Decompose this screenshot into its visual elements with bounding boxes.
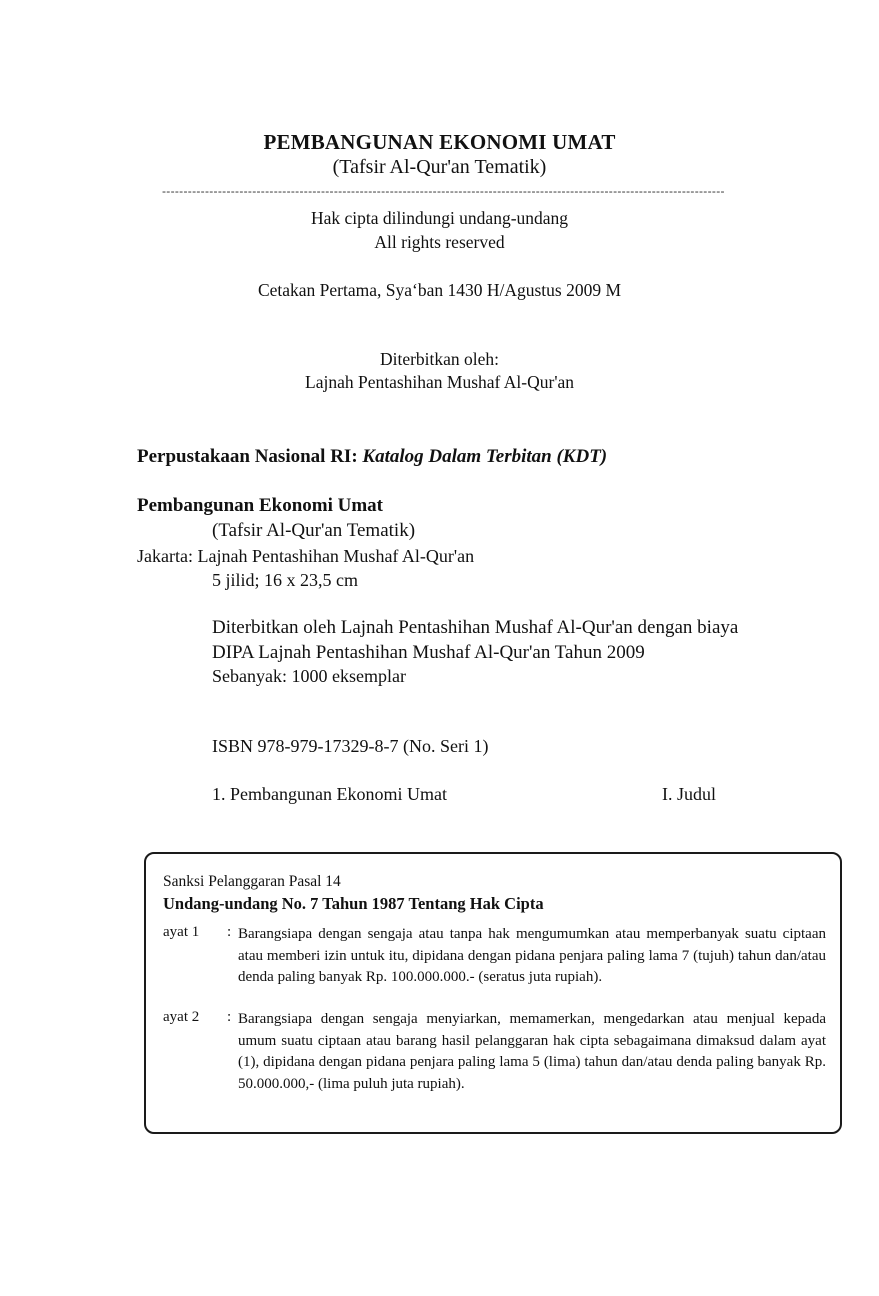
kdt-heading-italic: Katalog Dalam Terbitan (KDT) [362, 446, 608, 467]
sanksi-law-title: Undang-undang No. 7 Tahun 1987 Tentang Hak Cipta [163, 894, 544, 913]
catalog-book-subtitle: (Tafsir Al-Qur'an Tematik) [212, 520, 416, 541]
catalog-note-line-2: DIPA Lajnah Pentashihan Mushaf Al-Qur'an Tahun 2009 [212, 642, 645, 663]
kdt-heading [137, 446, 607, 468]
rights-line-1: Hak cipta dilindungi undang-undang [310, 208, 569, 228]
book-subtitle-heading: (Tafsir Al-Qur'an Tematik) [332, 156, 547, 178]
publisher-label: Diterbitkan oleh: [379, 349, 500, 369]
catalog-physical-description: 5 jilid; 16 x 23,5 cm [212, 570, 358, 590]
book-title-heading: PEMBANGUNAN EKONOMI UMAT [263, 130, 616, 154]
ayat-2-colon: : [227, 1009, 232, 1025]
catalog-subject-entry: 1. Pembangunan Ekonomi Umat [212, 784, 447, 804]
ayat-1-text: Barangsiapa dengan sengaja atau tanpa hak mengumumkan atau memperbanyak suatu ciptaan atau memberi izin untuk itu, dipidana dengan pidana penjara paling lama 7 (tujuh) tahun dan/atau denda paling banyak Rp. 100.000.000.- (seratus juta rupiah). [238, 926, 826, 985]
sanksi-label: Sanksi Pelanggaran Pasal 14 [163, 873, 341, 890]
edition-line: Cetakan Pertama, Sya‘ban 1430 H/Agustus 2009 M [257, 280, 622, 300]
ayat-1-label: ayat 1 [163, 924, 200, 940]
ayat-2-label: ayat 2 [163, 1009, 200, 1025]
catalog-isbn: ISBN 978-979-17329-8-7 (No. Seri 1) [212, 736, 489, 756]
catalog-title-entry: I. Judul [662, 784, 716, 804]
catalog-place-publisher: Jakarta: Lajnah Pentashihan Mushaf Al-Qur'an [137, 546, 475, 566]
publisher-name: Lajnah Pentashihan Mushaf Al-Qur'an [305, 372, 574, 392]
dashed-separator: ----------------------------------------------------------------------------------------------------------------------------------- [162, 184, 725, 198]
catalog-copies: Sebanyak: 1000 eksemplar [212, 666, 406, 686]
ayat-2-text: Barangsiapa dengan sengaja menyiarkan, memamerkan, mengedarkan atau menjual kepada umum suatu ciptaan atau barang hasil pelanggaran hak cipta sebagaimana dimaksud dalam ayat (1), dipidana dengan pidana penjara paling lama 5 (lima) tahun dan/atau denda paling banyak Rp. 50.000.000,- (lima puluh juta rupiah). [238, 1011, 826, 1092]
catalog-note-line-1: Diterbitkan oleh Lajnah Pentashihan Mushaf Al-Qur'an dengan biaya [212, 617, 739, 638]
kdt-heading-plain: Perpustakaan Nasional RI: [137, 446, 363, 467]
catalog-book-title: Pembangunan Ekonomi Umat [137, 495, 383, 516]
ayat-1-colon: : [227, 924, 232, 940]
rights-line-2: All rights reserved [374, 232, 505, 252]
